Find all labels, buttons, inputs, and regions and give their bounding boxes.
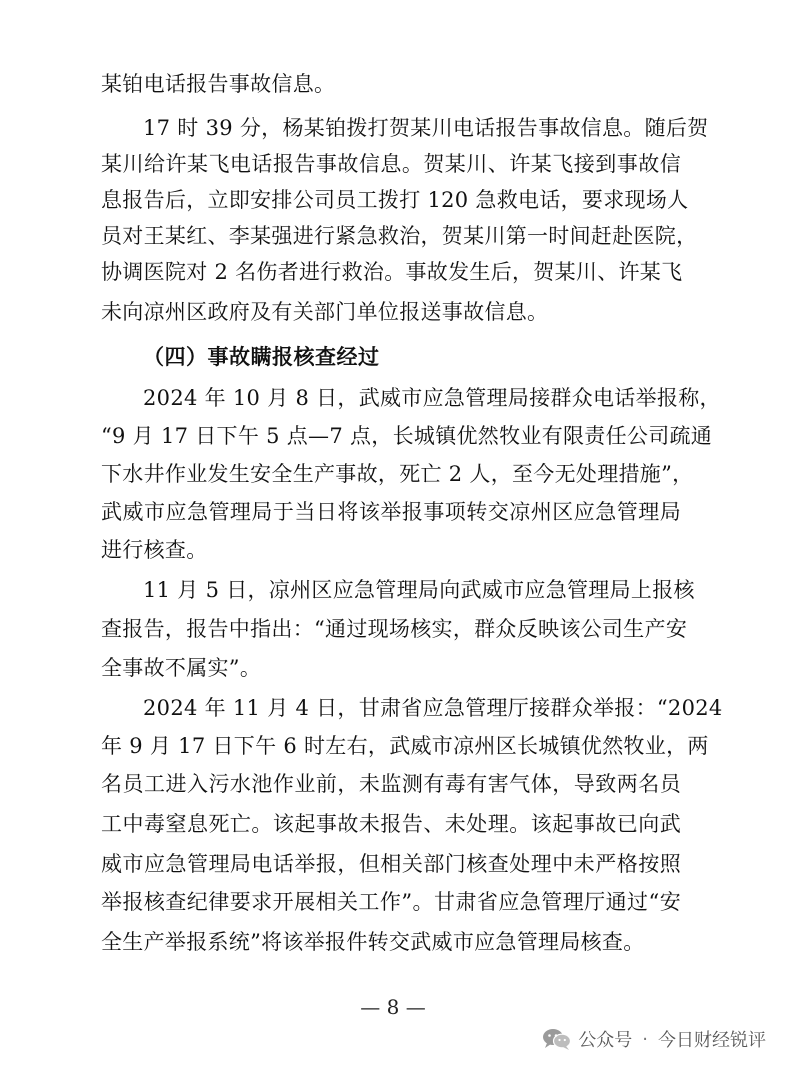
paragraph-line: 未向凉州区政府及有关部门单位报送事故信息。 [101, 300, 549, 324]
paragraph-line: 威市应急管理局电话举报，但相关部门核查处理中未严格按照 [101, 852, 681, 876]
paragraph-line: 工中毒窒息死亡。该起事故未报告、未处理。该起事故已向武 [101, 812, 681, 836]
paragraph-line: 某川给许某飞电话报告事故信息。贺某川、许某飞接到事故信 [101, 152, 681, 176]
paragraph-line: “9 月 17 日下午 5 点—7 点，长城镇优然牧业有限责任公司疏通 [101, 424, 713, 448]
paragraph-line: 名员工进入污水池作业前，未监测有毒有害气体，导致两名员 [101, 772, 681, 796]
paragraph-line: 举报核查纪律要求开展相关工作”。甘肃省应急管理厅通过“安 [101, 890, 681, 914]
paragraph-line: 息报告后，立即安排公司员工拨打 120 急救电话，要求现场人 [101, 188, 689, 212]
section-heading: （四）事故瞒报核查经过 [143, 344, 380, 369]
watermark-platform: 公众号 [578, 1030, 633, 1051]
paragraph-line: 年 9 月 17 日下午 6 时左右，武威市凉州区长城镇优然牧业，两 [101, 734, 709, 758]
page-number: — 8 — [360, 995, 426, 1019]
watermark [542, 1024, 766, 1054]
paragraph-line: 2024 年 11 月 4 日，甘肃省应急管理厅接群众举报：“2024 [143, 696, 723, 720]
paragraph-line: 协调医院对 2 名伤者进行救治。事故发生后，贺某川、许某飞 [101, 260, 683, 284]
paragraph-line: 17 时 39 分，杨某铂拨打贺某川电话报告事故信息。随后贺 [143, 116, 709, 140]
paragraph-line: 11 月 5 日，凉州区应急管理局向武威市应急管理局上报核 [143, 578, 695, 602]
watermark-separator: · [642, 1028, 648, 1050]
paragraph-line: 某铂电话报告事故信息。 [101, 72, 336, 96]
paragraph-line: 全生产举报系统”将该举报件转交武威市应急管理局核查。 [101, 930, 645, 954]
watermark-account: 今日财经锐评 [658, 1030, 766, 1051]
paragraph-line: 下水井作业发生安全生产事故，死亡 2 人，至今无处理措施”， [101, 462, 694, 486]
paragraph-line: 员对王某红、李某强进行紧急救治，贺某川第一时间赶赴医院， [101, 224, 698, 248]
paragraph-line: 进行核查。 [101, 538, 208, 562]
paragraph-line: 2024 年 10 月 8 日，武威市应急管理局接群众电话举报称， [143, 386, 721, 410]
paragraph-line: 查报告，报告中指出：“通过现场核实，群众反映该公司生产安 [101, 617, 688, 641]
wechat-icon [542, 1027, 572, 1051]
paragraph-line: 武威市应急管理局于当日将该举报事项转交凉州区应急管理局 [101, 500, 681, 524]
paragraph-line: 全事故不属实”。 [101, 656, 262, 680]
